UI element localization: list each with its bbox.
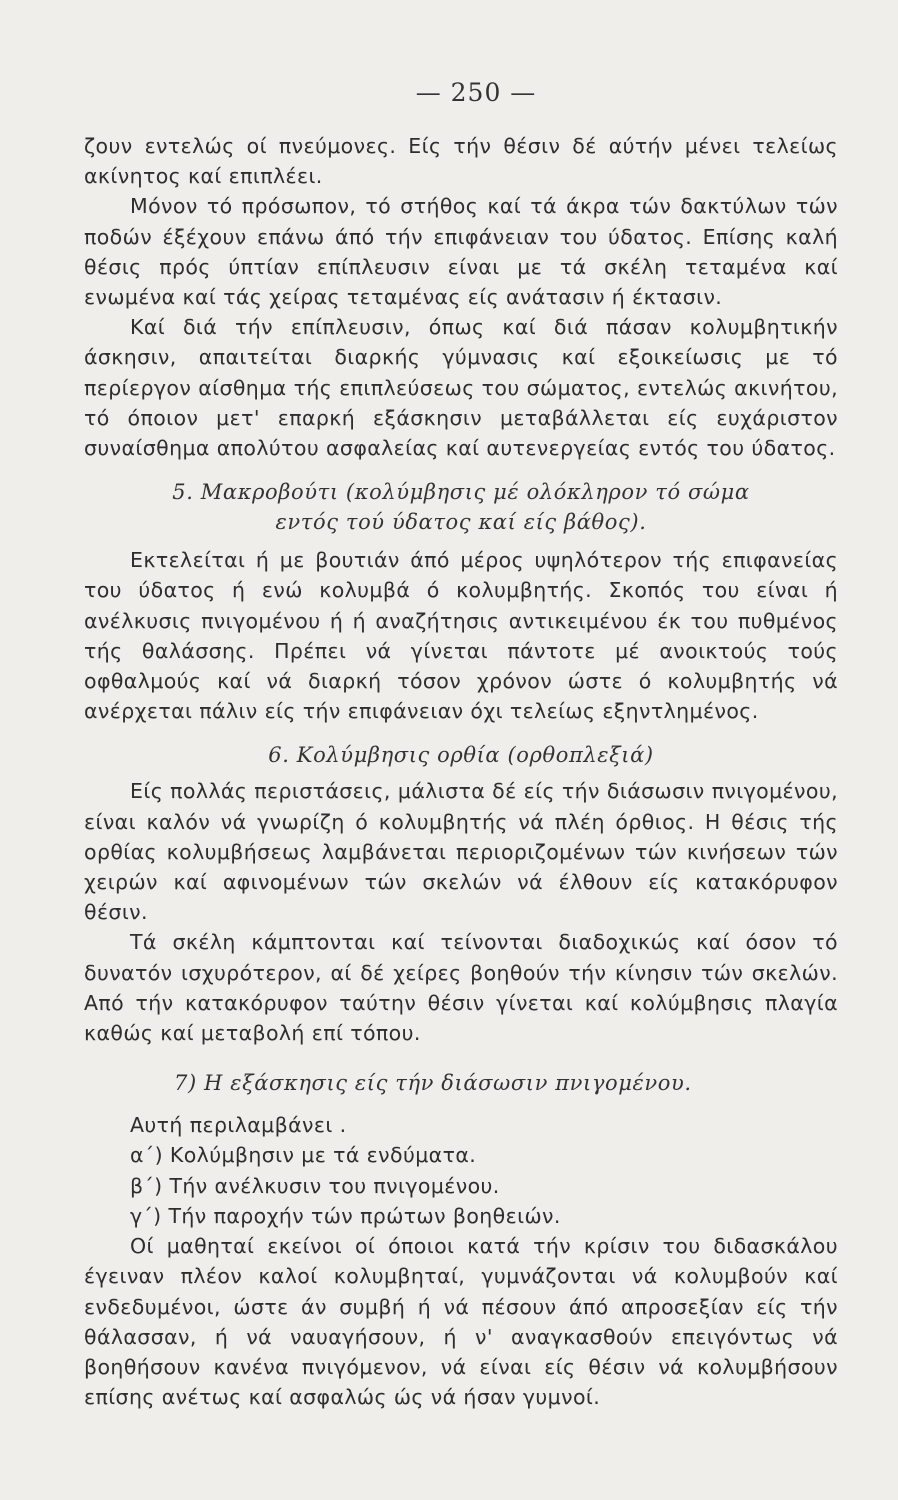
section-7-text: Οί μαθηταί εκείνοι οί όποιοι κατά τήν κρίσιν του διδασκάλου έγειναν πλέον καλοί κολυμβηταί, γυμνάζονται νά κολυμβούν καί ενδεδυμένοι, ώστε άν συμβή ή νά πέσουν άπό απροσεξίαν είς τήν θάλασσαν, ή νά ναυαγήσουν, ή ν' αναγκασθούν επειγόντως νά βοηθήσουν κανένα πνιγόμενον, νά είναι είς θέσιν νά κολυμβήσουν επίσης ανέτως καί ασφαλώς ώς νά ήσαν γυμνοί. <box>84 1234 838 1410</box>
paragraph-face-position: Μόνον τό πρόσωπον, τό στήθος καί τά άκρα τών δακτύλων τών ποδών έξέχουν επάνω άπό τήν επιφάνειαν του ύδατος. Επίσης καλή θέσις πρός ύπτίαν επίπλευσιν είναι με τά σκέλη τεταμένα καί ενωμένα καί τάς χείρας τεταμένας είς ανάτασιν ή έκτασιν. <box>84 194 838 310</box>
section-5-heading-line1: 5. Μακροβούτι (κολύμβησις μέ ολόκληρον τό σώμα <box>172 480 750 505</box>
page-number: — 250 — <box>415 78 537 107</box>
section-6-text-1: Είς πολλάς περιστάσεις, μάλιστα δέ είς τήν διάσωσιν πνιγομένου, είναι καλόν νά γνωρίζη ό κολυμβητής νά πλέη όρθιος. Η θέσις τής ορθίας κολυμβήσεως λαμβάνεται περιοριζομένων τών κινήσεων τών χειρών καί αφινομένων τών σκελών νά έλθουν είς κατακόρυφον θέσιν. <box>84 779 838 925</box>
section-7-heading: 7) Η εξάσκησις είς τήν διάσωσιν πνιγομένου. <box>174 1071 692 1096</box>
list-item: α΄) Κολύμβησιν με τά ενδύματα. <box>130 1143 477 1168</box>
section-5-heading-line2: εντός τού ύδατος καί είς βάθος). <box>275 510 647 535</box>
section-6-heading: 6. Κολύμβησις ορθία (ορθοπλεξιά) <box>268 743 654 768</box>
paragraph-continuation: ζουν εντελώς οί πνεύμονες. Είς τήν θέσιν δέ αύτήν μένει τελείως ακίνητος καί επιπλέει. <box>84 134 838 189</box>
list-item: β΄) Τήν ανέλκυσιν του πνιγομένου. <box>130 1173 500 1198</box>
section-7-intro: Αυτή περιλαμβάνει . <box>130 1113 347 1138</box>
section-6-text-2: Τά σκέλη κάμπτονται καί τείνονται διαδοχικώς καί όσον τό δυνατόν ισχυρότερον, αί δέ χείρες βοηθούν τήν κίνησιν τών σκελών. Από τήν κατακόρυφον ταύτην θέσιν γίνεται καί κολύμβησις πλαγία καθώς καί μεταβολή επί τόπου. <box>84 930 838 1046</box>
list-item: γ΄) Τήν παροχήν τών πρώτων βοηθειών. <box>130 1203 561 1228</box>
section-5-text: Εκτελείται ή με βουτιάν άπό μέρος υψηλότερον τής επιφανείας του ύδατος ή ενώ κολυμβά ό κολυμβητής. Σκοπός του είναι ή ανέλκυσις πνιγομένου ή ή αναζήτησις αντικειμένου έκ του πυθμένος τής θαλάσσης. Πρέπει νά γίνεται πάντοτε μέ ανοικτούς τούς οφθαλμούς καί νά διαρκή τόσον χρόνον ώστε ό κολυμβητής νά ανέρχεται πάλιν είς τήν επιφάνειαν όχι τελείως εξηντλημένος. <box>84 548 838 724</box>
section-5-heading <box>84 477 838 537</box>
paragraph-floating-practice: Καί διά τήν επίπλευσιν, όπως καί διά πάσαν κολυμβητικήν άσκησιν, απαιτείται διαρκής γύμνασις καί εξοικείωσις με τό περίεργον αίσθημα τής επιπλεύσεως του σώματος, εντελώς ακινήτου, τό όποιον μετ' επαρκή εξάσκησιν μεταβάλλεται είς ευχάριστον συναίσθημα απολύτου ασφαλείας καί αυτενεργείας εντός του ύδατος. <box>84 315 838 461</box>
